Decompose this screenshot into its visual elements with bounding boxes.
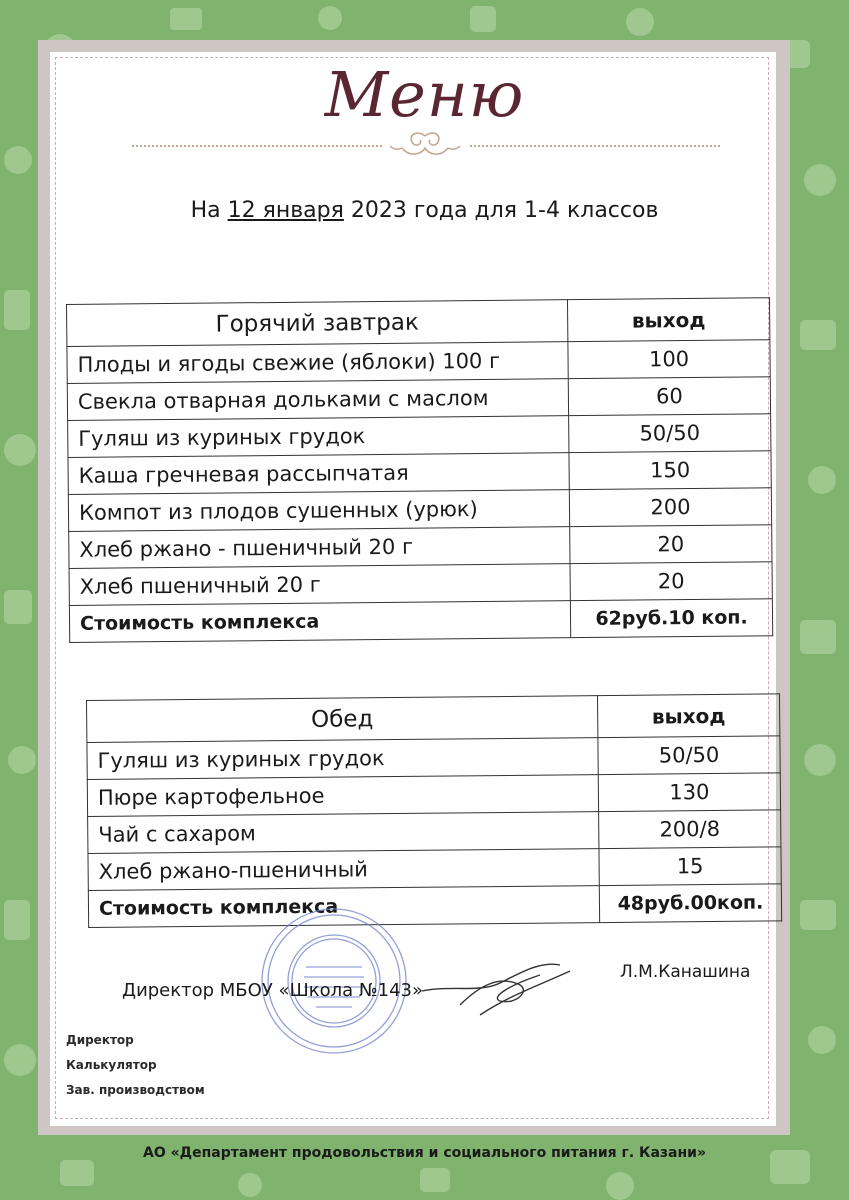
value-header: выход [597,694,779,738]
lunch-table [86,693,782,928]
dish-portion: 20 [570,525,772,564]
subtitle-prefix: На [190,198,228,223]
table-row [68,451,771,495]
dish-portion: 200 [569,488,771,527]
signature-label-calculator: Калькулятор [66,1058,157,1072]
dish-name: Хлеб ржано - пшеничный 20 г [69,527,570,569]
dish-portion: 100 [568,340,770,379]
dish-portion: 130 [598,773,780,812]
table-row [88,810,781,854]
table-row [68,488,771,532]
director-signature-line: Директор МБОУ «Школа №143» [122,980,424,1001]
table-row [69,562,772,606]
breakfast-table [66,297,773,643]
cost-label: Стоимость комплекса [69,601,570,643]
table-row [87,736,780,780]
dish-portion: 50/50 [569,414,771,453]
table-row [67,377,770,421]
cost-label: Стоимость комплекса [88,886,599,928]
dish-portion: 60 [568,377,770,416]
dish-name: Каша гречневая рассыпчатая [68,453,569,495]
value-header: выход [567,298,769,342]
table-row [88,847,781,891]
table-row [87,773,780,817]
dish-name: Чай с сахаром [88,812,599,854]
dish-portion: 15 [599,847,781,886]
breakfast-header: Горячий завтрак [67,300,568,347]
dish-name: Хлеб пшеничный 20 г [69,564,570,606]
subtitle-suffix: 2023 года для 1-4 классов [343,198,659,223]
title-divider-left [132,145,382,147]
footer-organization: АО «Департамент продовольствия и социального питания г. Казани» [142,1145,707,1161]
dish-portion: 20 [570,562,772,601]
dish-name: Свекла отварная дольками с маслом [67,379,568,421]
handwritten-signature [420,955,580,1025]
dish-portion: 50/50 [598,736,780,775]
signature-label-production: Зав. производством [66,1083,205,1097]
lunch-header: Обед [87,696,598,743]
dish-portion: 150 [569,451,771,490]
table-row [69,525,772,569]
dish-name: Компот из плодов сушенных (урюк) [68,490,569,532]
subtitle-date: 12 января [227,198,344,223]
table-header-row [67,298,770,347]
page-title: Меню [324,58,525,131]
flourish-icon [382,130,468,164]
dish-portion: 200/8 [599,810,781,849]
dish-name: Хлеб ржано-пшеничный [88,849,599,891]
title-divider-right [470,145,720,147]
table-header-row [87,694,780,743]
dish-name: Пюре картофельное [87,775,598,817]
cost-value: 48руб.00коп. [599,884,781,923]
cost-value: 62руб.10 коп. [570,599,772,638]
dish-name: Плоды и ягоды свежие (яблоки) 100 г [67,342,568,384]
menu-date-line [0,198,849,223]
cost-row [88,884,781,928]
signature-label-director: Директор [66,1033,134,1047]
table-row [67,340,770,384]
director-name: Л.М.Канашина [620,962,751,982]
cost-row [69,599,772,643]
dish-name: Гуляш из куриных грудок [68,416,569,458]
table-row [68,414,771,458]
dish-name: Гуляш из куриных грудок [87,738,598,780]
